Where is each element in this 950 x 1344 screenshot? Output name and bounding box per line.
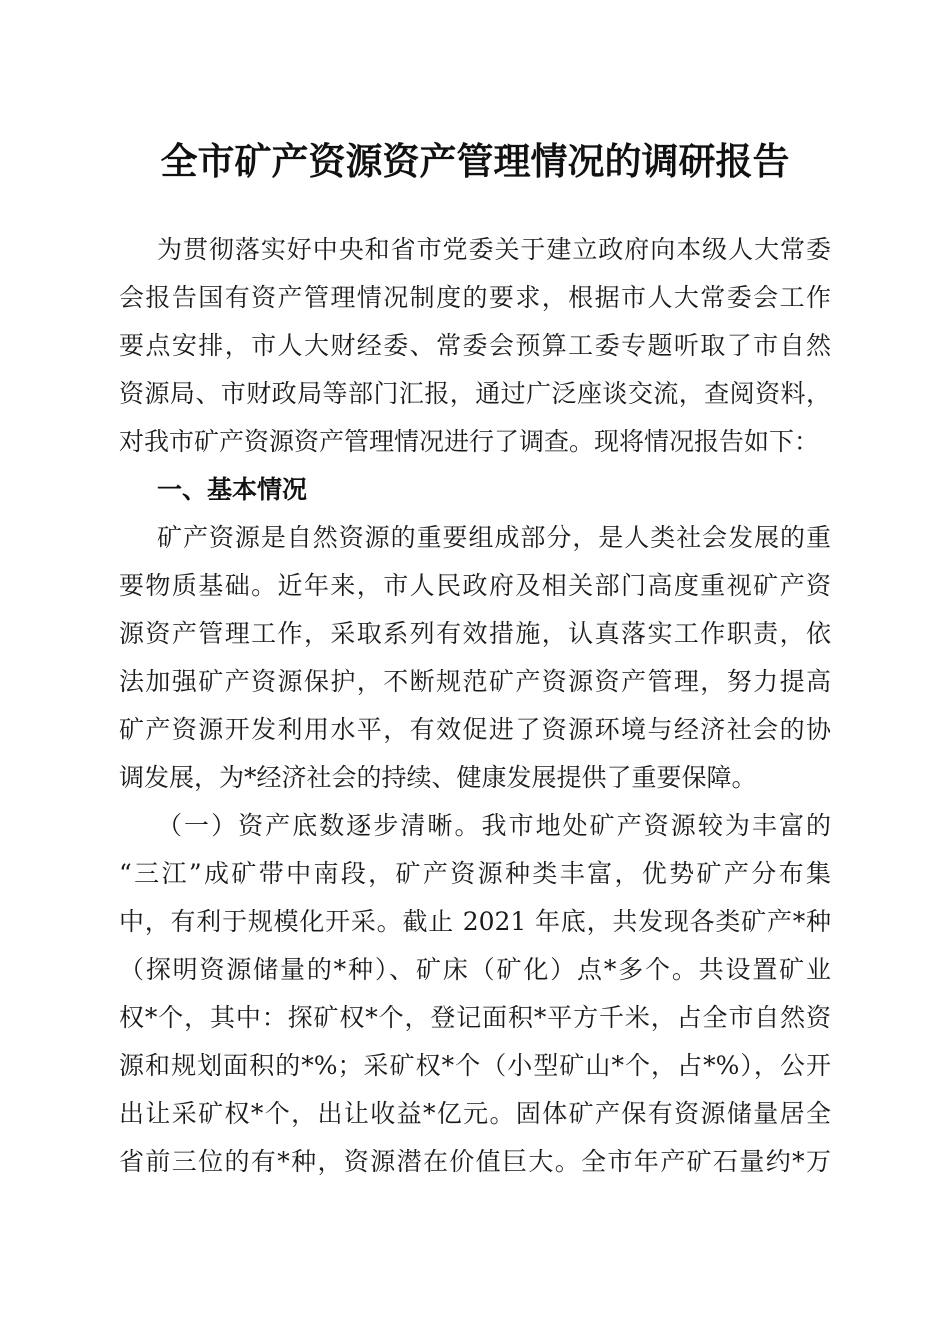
intro-line-5: 对我市矿产资源资产管理情况进行了调查。现将情况报告如下： bbox=[119, 427, 820, 456]
subsection1-line-3: 中，有利于规模化开采。截止 2021 年底，共发现各类矿产*种 bbox=[119, 907, 831, 936]
section1-line-3: 源资产管理工作，采取系列有效措施，认真落实工作职责，依 bbox=[119, 619, 831, 648]
intro-line-3: 要点安排，市人大财经委、常委会预算工委专题听取了市自然 bbox=[119, 331, 831, 360]
section-heading-basic-situation: 一、基本情况 bbox=[157, 475, 308, 504]
document-title: 全市矿产资源资产管理情况的调研报告 bbox=[160, 139, 790, 183]
subsection1-line-2: “三江”成矿带中南段，矿产资源种类丰富，优势矿产分布集 bbox=[119, 859, 831, 888]
intro-line-4: 资源局、市财政局等部门汇报，通过广泛座谈交流，查阅资料， bbox=[119, 379, 831, 408]
subsection1-line-8: 省前三位的有*种，资源潜在价值巨大。全市年产矿石量约*万 bbox=[119, 1147, 831, 1176]
section1-line-2: 要物质基础。近年来，市人民政府及相关部门高度重视矿产资 bbox=[119, 571, 831, 600]
subsection1-line-1: （一）资产底数逐步清晰。我市地处矿产资源较为丰富的 bbox=[157, 811, 831, 840]
section1-line-5: 矿产资源开发利用水平，有效促进了资源环境与经济社会的协 bbox=[119, 715, 831, 744]
section1-line-4: 法加强矿产资源保护，不断规范矿产资源资产管理，努力提高 bbox=[119, 667, 831, 696]
subsection1-line-4: （探明资源储量的*种）、矿床（矿化）点*多个。共设置矿业 bbox=[119, 955, 831, 984]
intro-line-1: 为贯彻落实好中央和省市党委关于建立政府向本级人大常委 bbox=[157, 235, 831, 264]
intro-line-2: 会报告国有资产管理情况制度的要求，根据市人大常委会工作 bbox=[119, 283, 831, 312]
subsection1-line-6: 源和规划面积的*%；采矿权*个（小型矿山*个，占*%），公开 bbox=[119, 1051, 831, 1080]
subsection1-line-5: 权*个，其中：探矿权*个，登记面积*平方千米，占全市自然资 bbox=[119, 1003, 831, 1032]
subsection1-line-7: 出让采矿权*个，出让收益*亿元。固体矿产保有资源储量居全 bbox=[119, 1099, 831, 1128]
section1-line-1: 矿产资源是自然资源的重要组成部分，是人类社会发展的重 bbox=[157, 523, 831, 552]
section1-line-6: 调发展，为*经济社会的持续、健康发展提供了重要保障。 bbox=[119, 763, 757, 792]
